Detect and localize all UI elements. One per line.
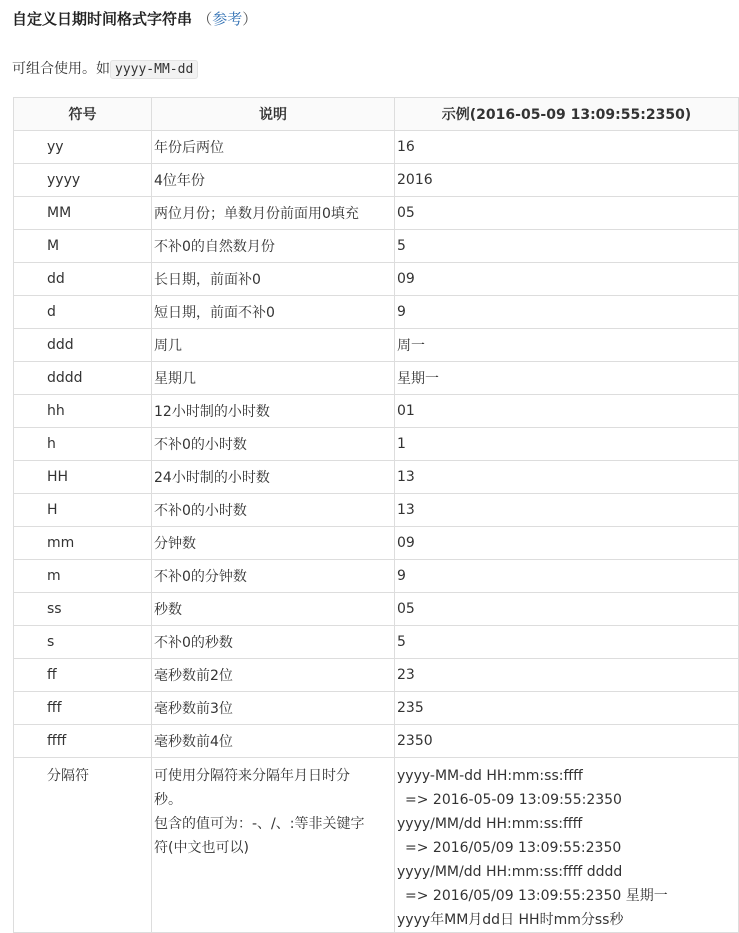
cell-symbol: yyyy [14, 164, 152, 197]
intro-paragraph [12, 58, 198, 78]
cell-symbol: dddd [14, 362, 152, 395]
cell-symbol: mm [14, 527, 152, 560]
cell-description: 不补0的小时数 [152, 428, 395, 461]
cell-symbol: M [14, 230, 152, 263]
cell-example: 9 [395, 296, 739, 329]
page-title [12, 8, 257, 29]
table-row [14, 263, 739, 296]
intro-code: yyyy-MM-dd [110, 60, 198, 79]
cell-description: 12小时制的小时数 [152, 395, 395, 428]
cell-description: 星期几 [152, 362, 395, 395]
title-text: 自定义日期时间格式字符串 [12, 10, 193, 28]
cell-symbol: fff [14, 692, 152, 725]
cell-symbol: ss [14, 593, 152, 626]
separator-description-line: 秒。 [154, 792, 182, 808]
separator-description-line: 符(中文也可以) [154, 840, 249, 856]
cell-example: 13 [395, 494, 739, 527]
separator-description-line: 可使用分隔符来分隔年月日时分 [154, 768, 350, 784]
cell-example: 05 [395, 197, 739, 230]
table-row [14, 197, 739, 230]
cell-example: 周一 [395, 329, 739, 362]
cell-symbol: d [14, 296, 152, 329]
table-row [14, 329, 739, 362]
cell-description: 毫秒数前3位 [152, 692, 395, 725]
separator-example-pattern: yyyy/MM/dd HH:mm:ss:ffff [397, 816, 583, 832]
table-header-row [14, 98, 739, 131]
table-row [14, 230, 739, 263]
separator-example-result: => 2016-05-09 13:09:55:2350 [405, 792, 622, 808]
cell-description: 毫秒数前2位 [152, 659, 395, 692]
cell-example: 13 [395, 461, 739, 494]
format-table [13, 97, 739, 933]
cell-symbol: HH [14, 461, 152, 494]
cell-symbol: m [14, 560, 152, 593]
cell-description: 24小时制的小时数 [152, 461, 395, 494]
separator-description-line: 包含的值可为：-、/、:等非关键字 [154, 816, 365, 832]
cell-description: 长日期，前面补0 [152, 263, 395, 296]
separator-example-pattern: yyyy年MM月dd日 HH时mm分ss秒 [397, 912, 624, 928]
cell-description: 两位月份；单数月份前面用0填充 [152, 197, 395, 230]
cell-example: 2016 [395, 164, 739, 197]
table-row [14, 560, 739, 593]
table-row [14, 164, 739, 197]
separator-example-pattern: yyyy-MM-dd HH:mm:ss:ffff [397, 768, 583, 784]
table-row [14, 494, 739, 527]
cell-description: 短日期，前面不补0 [152, 296, 395, 329]
table-row [14, 395, 739, 428]
cell-symbol: hh [14, 395, 152, 428]
cell-description: 年份后两位 [152, 131, 395, 164]
cell-symbol: h [14, 428, 152, 461]
cell-example: 01 [395, 395, 739, 428]
cell-example: 9 [395, 560, 739, 593]
cell-example: 1 [395, 428, 739, 461]
separator-example-pattern: yyyy/MM/dd HH:mm:ss:ffff dddd [397, 864, 623, 880]
separator-row [14, 758, 739, 933]
table-row [14, 428, 739, 461]
cell-symbol: yy [14, 131, 152, 164]
separator-examples [395, 758, 739, 933]
intro-text: 可组合使用。如 [12, 61, 110, 77]
separator-symbol: 分隔符 [14, 758, 152, 933]
cell-example: 星期一 [395, 362, 739, 395]
header-example: 示例(2016-05-09 13:09:55:2350) [395, 98, 739, 131]
cell-example: 235 [395, 692, 739, 725]
cell-symbol: H [14, 494, 152, 527]
table-row [14, 692, 739, 725]
cell-example: 2350 [395, 725, 739, 758]
cell-example: 5 [395, 626, 739, 659]
separator-description [152, 758, 395, 933]
cell-example: 16 [395, 131, 739, 164]
cell-description: 4位年份 [152, 164, 395, 197]
title-paren-open: （ [197, 10, 213, 28]
cell-example: 05 [395, 593, 739, 626]
cell-description: 不补0的秒数 [152, 626, 395, 659]
reference-link[interactable]: 参考 [212, 10, 243, 28]
separator-example-result: => 2016/05/09 13:09:55:2350 [405, 840, 622, 856]
cell-description: 不补0的分钟数 [152, 560, 395, 593]
cell-symbol: ffff [14, 725, 152, 758]
table-row [14, 659, 739, 692]
cell-symbol: ddd [14, 329, 152, 362]
table-body [14, 131, 739, 933]
table-row [14, 527, 739, 560]
cell-example: 23 [395, 659, 739, 692]
cell-description: 秒数 [152, 593, 395, 626]
table-row [14, 461, 739, 494]
table-row [14, 725, 739, 758]
cell-example: 5 [395, 230, 739, 263]
header-symbol: 符号 [14, 98, 152, 131]
cell-symbol: dd [14, 263, 152, 296]
cell-example: 09 [395, 263, 739, 296]
table-row [14, 362, 739, 395]
title-paren-close: ） [242, 10, 258, 28]
cell-description: 周几 [152, 329, 395, 362]
table-row [14, 131, 739, 164]
table-row [14, 626, 739, 659]
cell-description: 不补0的小时数 [152, 494, 395, 527]
cell-symbol: ff [14, 659, 152, 692]
cell-description: 分钟数 [152, 527, 395, 560]
table-row [14, 593, 739, 626]
table-row [14, 296, 739, 329]
cell-example: 09 [395, 527, 739, 560]
cell-description: 毫秒数前4位 [152, 725, 395, 758]
cell-symbol: MM [14, 197, 152, 230]
separator-example-result: => 2016/05/09 13:09:55:2350 星期一 [405, 888, 668, 904]
header-description: 说明 [152, 98, 395, 131]
cell-symbol: s [14, 626, 152, 659]
cell-description: 不补0的自然数月份 [152, 230, 395, 263]
